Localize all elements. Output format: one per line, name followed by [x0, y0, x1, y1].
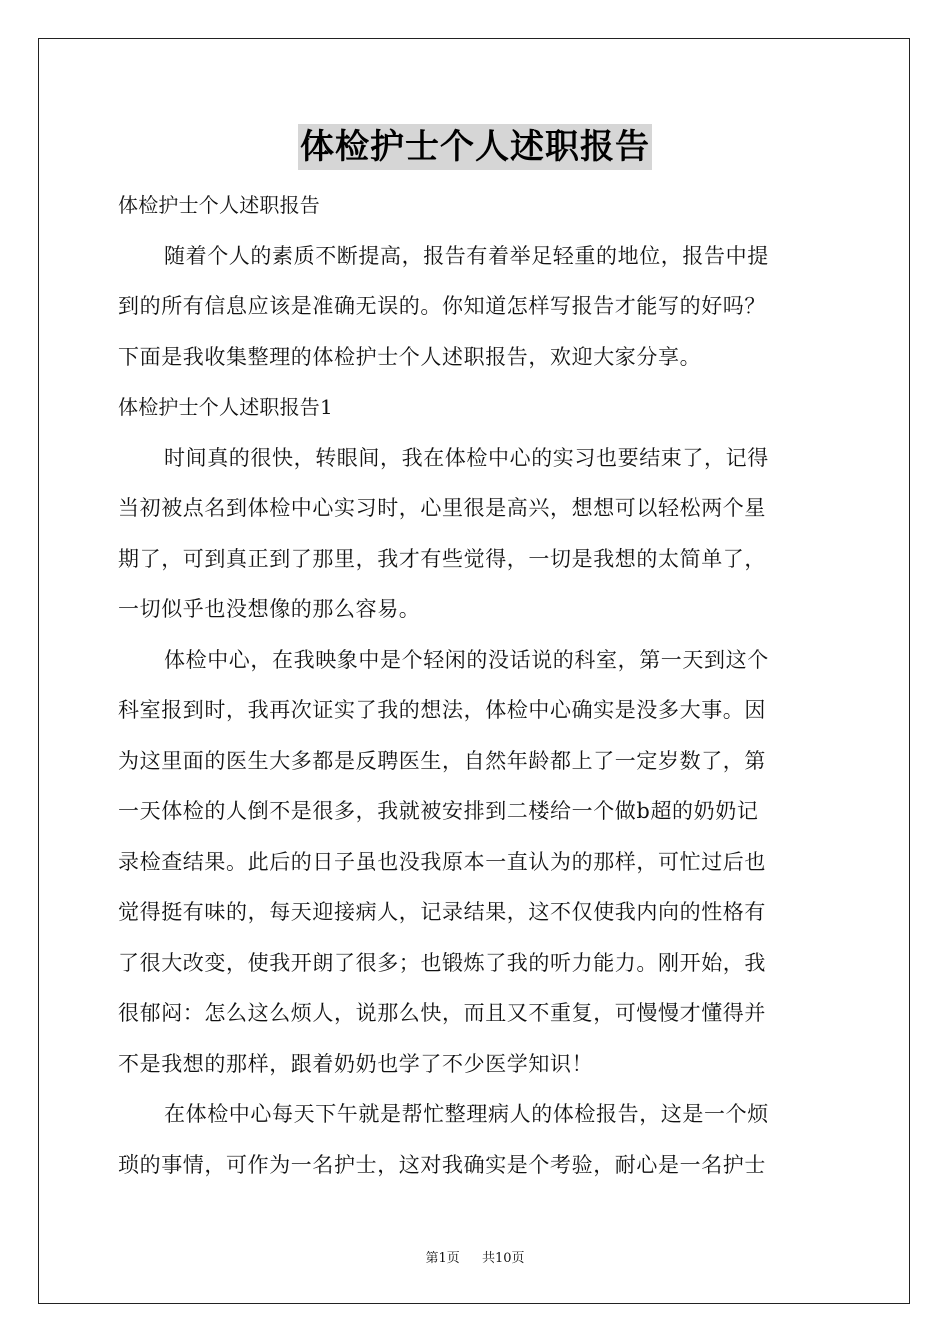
text-line: 下面是我收集整理的体检护士个人述职报告，欢迎大家分享。	[118, 344, 702, 369]
text-line: 觉得挺有味的，每天迎接病人，记录结果，这不仅使我内向的性格有	[118, 900, 766, 924]
text-line: 为这里面的医生大多都是反聘医生，自然年龄都上了一定岁数了，第	[118, 748, 766, 773]
text-line: 琐的事情，可作为一名护士，这对我确实是个考验，耐心是一名护士	[118, 1152, 766, 1177]
text-line: 在体检中心每天下午就是帮忙整理病人的体检报告，这是一个烦	[164, 1102, 769, 1126]
text-line: 期了，可到真正到了那里，我才有些觉得，一切是我想的太简单了，	[118, 546, 766, 571]
text-line: 时间真的很快，转眼间，我在体检中心的实习也要结束了，记得	[164, 445, 769, 470]
text-line: 很郁闷：怎么这么烦人，说那么快，而且又不重复，可慢慢才懂得并	[118, 1001, 766, 1025]
text-line: 一天体检的人倒不是很多，我就被安排到二楼给一个做b超的奶奶记	[118, 799, 759, 823]
text-line: 随着个人的素质不断提高，报告有着举足轻重的地位，报告中提	[164, 243, 769, 268]
page-footer	[0, 1247, 950, 1266]
title-container	[0, 124, 950, 170]
text-line: 体检中心，在我映象中是个轻闲的没话说的科室，第一天到这个	[164, 647, 769, 672]
document-title: 体检护士个人述职报告	[298, 124, 652, 170]
text-line: 科室报到时，我再次证实了我的想法，体检中心确实是没多大事。因	[118, 698, 766, 722]
text-line: 一切似乎也没想像的那么容易。	[118, 597, 421, 621]
text-line: 到的所有信息应该是准确无误的。你知道怎样写报告才能写的好吗？	[118, 294, 766, 318]
page-number: 第1页	[425, 1251, 460, 1266]
text-line: 不是我想的那样，跟着奶奶也学了不少医学知识！	[118, 1051, 594, 1076]
text-line: 了很大改变，使我开朗了很多；也锻炼了我的听力能力。刚开始，我	[118, 950, 766, 975]
page-total: 共10页	[482, 1251, 525, 1266]
section-heading: 体检护士个人述职报告1	[118, 395, 333, 419]
text-line: 录检查结果。此后的日子虽也没我原本一直认为的那样，可忙过后也	[118, 849, 766, 874]
section-heading: 体检护士个人述职报告	[118, 193, 320, 217]
document-body	[118, 180, 832, 1190]
text-line: 当初被点名到体检中心实习时，心里很是高兴，想想可以轻松两个星	[118, 496, 766, 520]
